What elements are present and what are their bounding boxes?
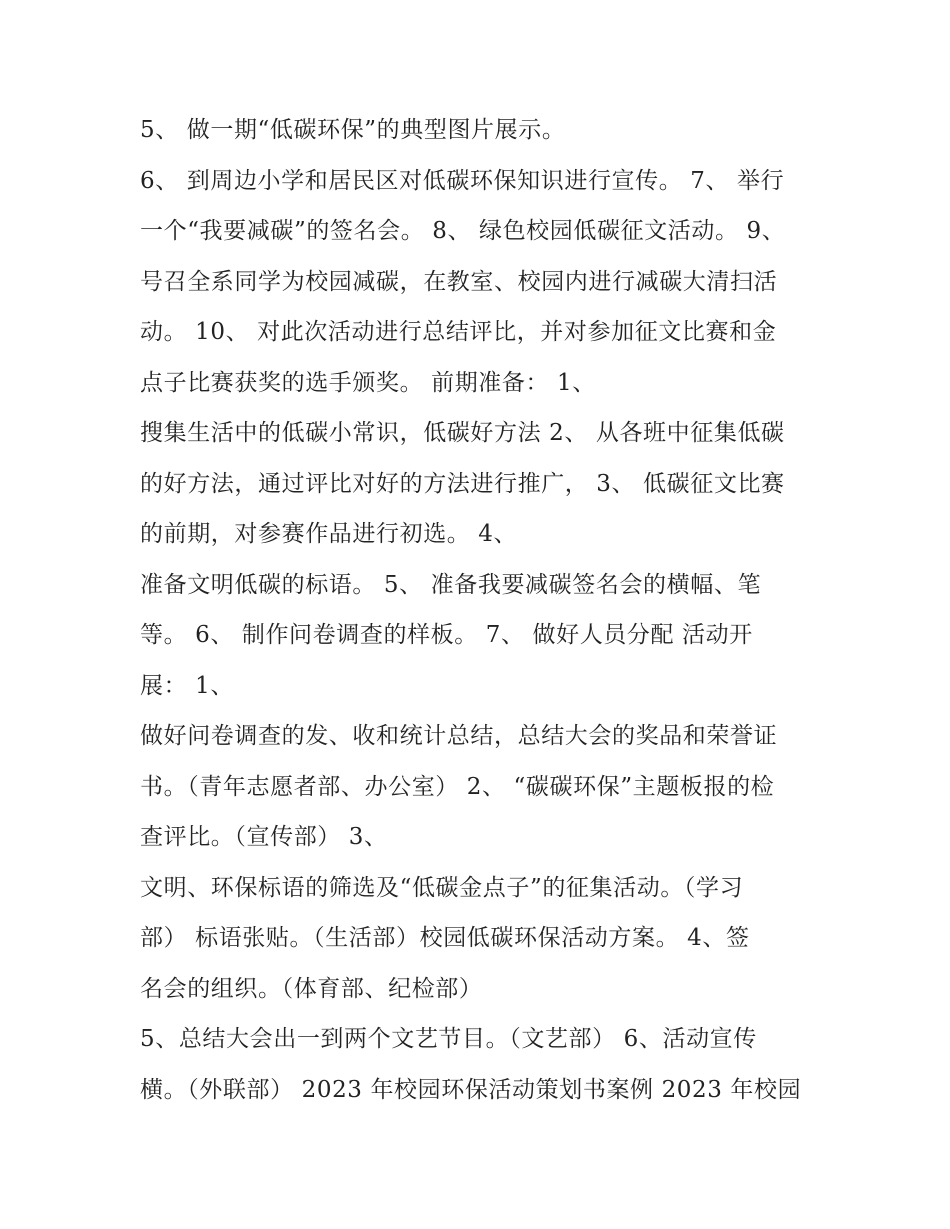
text-line: 书。（青年志愿者部、办公室） 2、 “碳碳环保”主题板报的检 — [140, 774, 775, 800]
text-line: 文明、环保标语的筛选及“低碳金点子”的征集活动。（学习 — [140, 875, 744, 901]
text-line: 5、 做一期“低碳环保”的典型图片展示。 — [140, 117, 566, 143]
text-line: 的前期，对参赛作品进行初选。 4、 — [140, 521, 518, 547]
text-line: 5、总结大会出一到两个文艺节目。（文艺部） 6、活动宣传 — [140, 1026, 757, 1052]
text-line: 动。 10、 对此次活动进行总结评比，并对参加征文比赛和金 — [140, 319, 777, 345]
text-line: 一个“我要减碳”的签名会。 8、 绿色校园低碳征文活动。 9、 — [140, 218, 786, 244]
text-line: 部） 标语张贴。（生活部）校园低碳环保活动方案。 4、签 — [140, 925, 750, 951]
text-line: 做好问卷调查的发、收和统计总结，总结大会的奖品和荣誉证 — [140, 723, 778, 749]
text-line: 名会的组织。（体育部、纪检部） — [140, 976, 483, 1002]
text-line: 6、 到周边小学和居民区对低碳环保知识进行宣传。 7、 举行 — [140, 168, 785, 194]
text-line: 点子比赛获奖的选手颁奖。 前期准备： 1、 — [140, 370, 596, 396]
text-line: 等。 6、 制作问卷调查的样板。 7、 做好人员分配 活动开 — [140, 622, 753, 648]
text-line: 号召全系同学为校园减碳，在教室、校园内进行减碳大清扫活 — [140, 269, 778, 295]
text-line: 的好方法，通过评比对好的方法进行推广， 3、 低碳征文比赛 — [140, 471, 785, 497]
text-line: 搜集生活中的低碳小常识，低碳好方法 2、 从各班中征集低碳 — [140, 420, 785, 446]
text-line: 横。（外联部） 2023 年校园环保活动策划书案例 2023 年校园 — [140, 1077, 802, 1103]
text-line: 准备文明低碳的标语。 5、 准备我要减碳签名会的横幅、笔 — [140, 572, 762, 598]
text-line: 查评比。（宣传部） 3、 — [140, 824, 388, 850]
text-line: 展： 1、 — [140, 673, 234, 699]
